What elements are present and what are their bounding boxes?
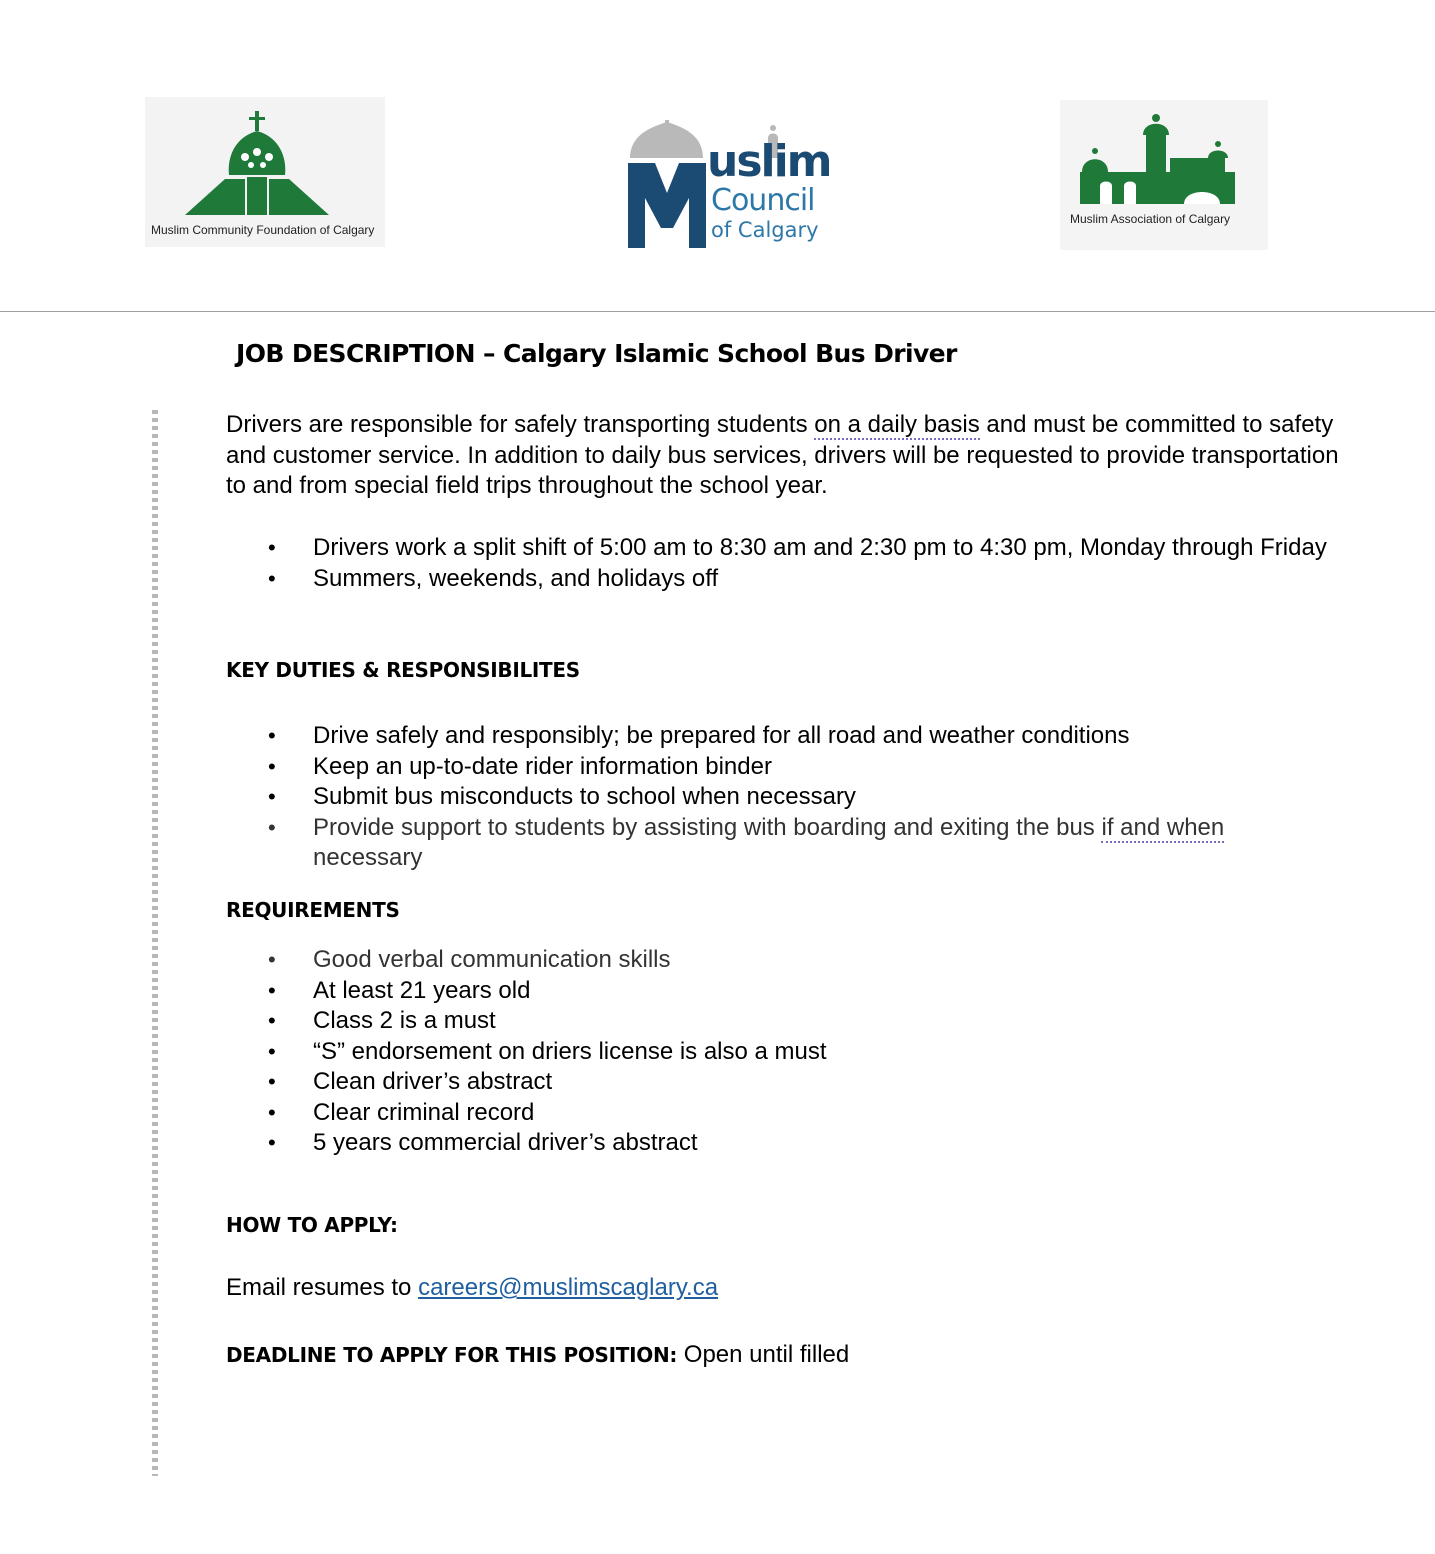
deadline-value: Open until filled — [677, 1341, 850, 1368]
intro-text-part2: and must be committed to safety and customer service. In addition to daily bus services, drivers will be requested to provide transportation to and from special field trips throughout the school year. — [226, 411, 1339, 499]
mac-caption: Muslim Association of Calgary — [1070, 212, 1231, 226]
apply-heading: HOW TO APPLY: — [226, 1213, 398, 1237]
apply-text: Email resumes to — [226, 1274, 419, 1301]
list-item: • Keep an up-to-date rider information binder — [226, 752, 1333, 783]
duty-support-underlined: if and when — [1101, 813, 1225, 841]
list-item: • Class 2 is a must — [226, 1006, 1333, 1037]
list-item: • “S” endorsement on driers license is also a must — [226, 1037, 1333, 1068]
mcc-wordmark-calgary: of Calgary — [711, 218, 819, 242]
duties-list — [226, 721, 1333, 874]
list-item — [226, 813, 1333, 874]
list-item: • Clear criminal record — [226, 1098, 1333, 1129]
deadline-line — [226, 1341, 849, 1369]
mcc-wordmark-uslim: uslim — [707, 136, 831, 187]
page-title: JOB DESCRIPTION – Calgary Islamic School Bus Driver — [236, 339, 957, 368]
mcfc-mosque-emblem-icon — [145, 97, 385, 222]
duties-heading: KEY DUTIES & RESPONSIBILITES — [226, 658, 580, 682]
intro-text-part1: Drivers are responsible for safely transporting students — [226, 411, 815, 438]
list-item: • 5 years commercial driver’s abstract — [226, 1128, 1333, 1159]
intro-paragraph — [226, 410, 1346, 502]
mcfc-caption: Muslim Community Foundation of Calgary — [151, 223, 375, 237]
email-link[interactable]: careers@muslimscaglary.ca — [418, 1274, 719, 1301]
mcc-wordmark-council: Council — [711, 183, 815, 218]
duty-support-after: necessary — [313, 844, 423, 871]
requirements-heading: REQUIREMENTS — [226, 898, 400, 922]
margin-dotted-rule — [152, 410, 158, 1476]
letterhead — [0, 0, 1435, 312]
mcfc-logo — [145, 97, 385, 247]
list-item: • At least 21 years old — [226, 976, 1333, 1007]
requirements-list — [226, 945, 1333, 1159]
list-item: • Submit bus misconducts to school when necessary — [226, 782, 1333, 813]
apply-line — [226, 1274, 718, 1302]
mac-mosque-emblem-icon — [1060, 100, 1268, 210]
list-item: • Drive safely and responsibly; be prepared for all road and weather conditions — [226, 721, 1333, 752]
intro-text-underlined: on a daily basis — [814, 411, 980, 438]
mcc-logo — [625, 118, 845, 253]
shift-list — [226, 533, 1333, 594]
deadline-label: DEADLINE TO APPLY FOR THIS POSITION: — [226, 1343, 678, 1367]
list-item: • Summers, weekends, and holidays off — [226, 564, 1333, 595]
list-item: • Drivers work a split shift of 5:00 am to 8:30 am and 2:30 pm to 4:30 pm, Monday through Friday — [226, 533, 1333, 564]
list-item: • Good verbal communication skills — [226, 945, 1333, 976]
header-divider — [0, 311, 1435, 312]
duty-support-text: Provide support to students by assisting with boarding and exiting the bus — [313, 813, 1102, 841]
list-item: • Clean driver’s abstract — [226, 1067, 1333, 1098]
mac-logo — [1060, 100, 1268, 250]
